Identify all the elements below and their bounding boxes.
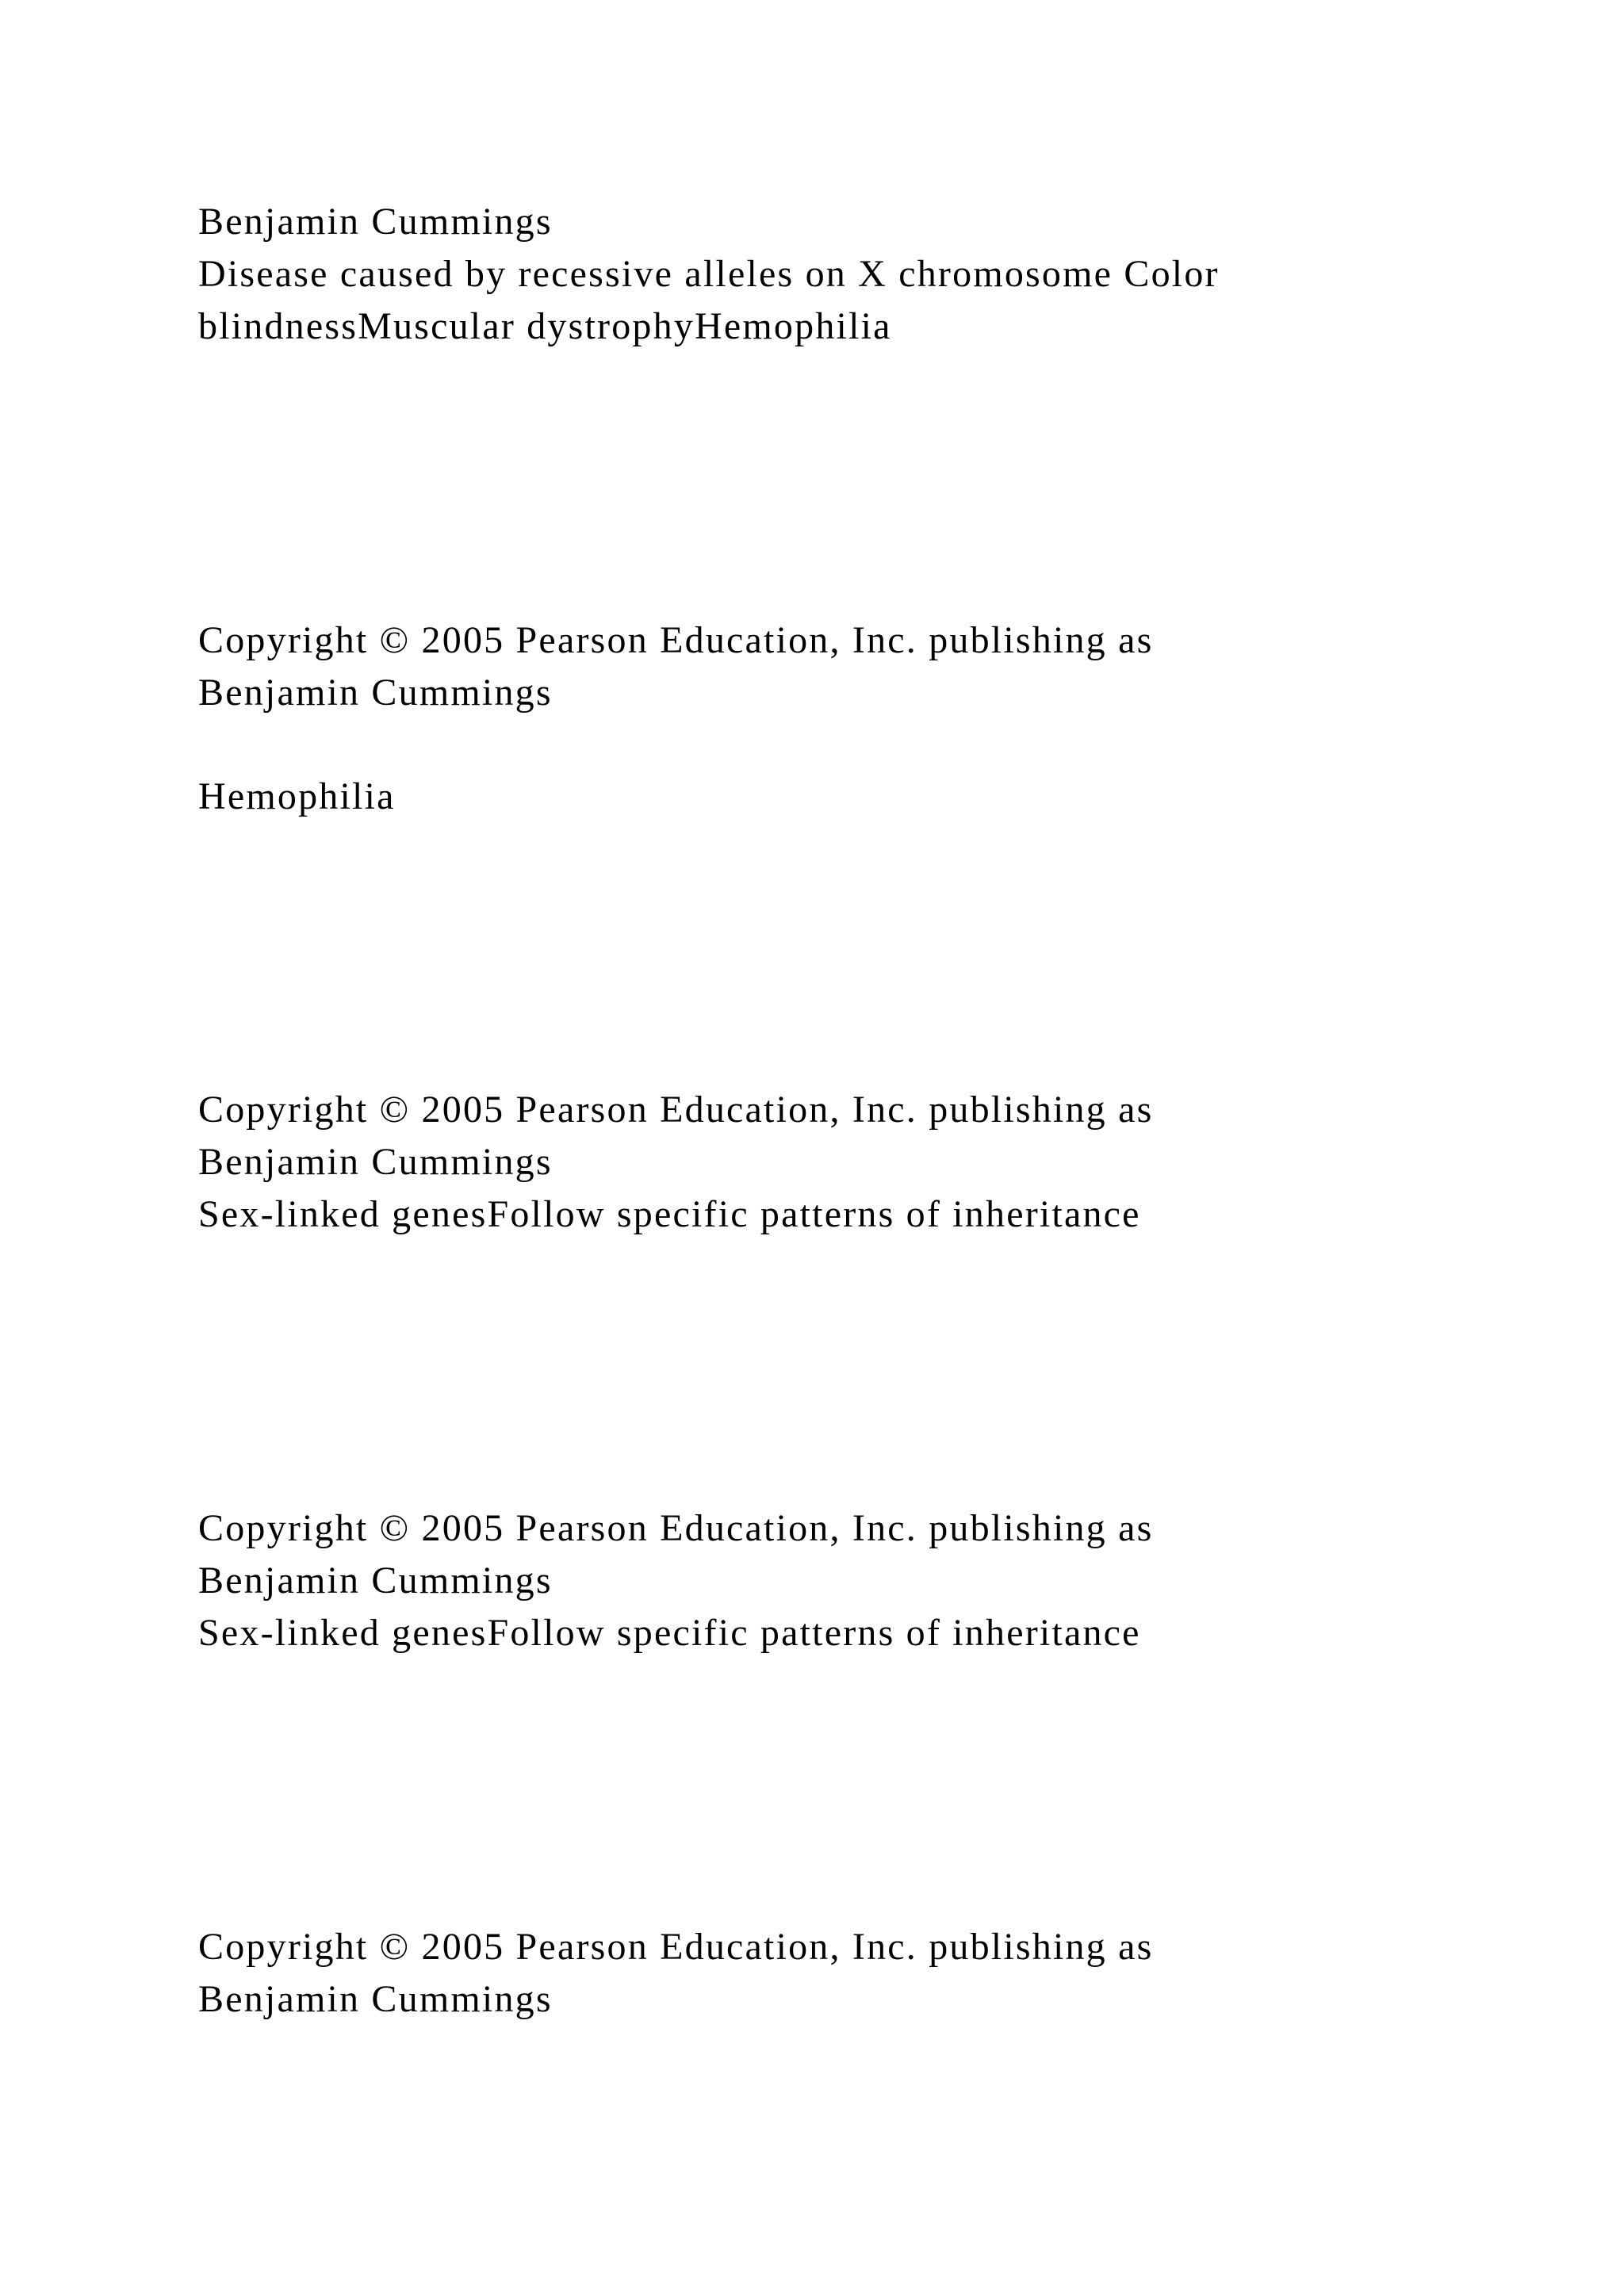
text-line: Benjamin Cummings	[198, 672, 553, 714]
text-line: Sex-linked genesFollow specific patterns of inheritance	[198, 1612, 1141, 1654]
text-line: Benjamin Cummings	[198, 1559, 553, 1601]
text-line: Benjamin Cummings	[198, 1141, 553, 1183]
text-line: blindnessMuscular dystrophyHemophilia	[198, 305, 892, 347]
text-line: Sex-linked genesFollow specific patterns of inheritance	[198, 1193, 1141, 1235]
text-line: Benjamin Cummings	[198, 1978, 553, 2020]
text-line: Benjamin Cummings	[198, 201, 553, 243]
copyright-line: Copyright © 2005 Pearson Education, Inc. publishing as	[198, 1926, 1154, 1968]
copyright-line: Copyright © 2005 Pearson Education, Inc. publishing as	[198, 1089, 1154, 1131]
copyright-line: Copyright © 2005 Pearson Education, Inc. publishing as	[198, 619, 1154, 661]
text-line: Hemophilia	[198, 775, 396, 817]
copyright-line: Copyright © 2005 Pearson Education, Inc. publishing as	[198, 1507, 1154, 1549]
text-line: Disease caused by recessive alleles on X chromosome Color	[198, 253, 1220, 295]
